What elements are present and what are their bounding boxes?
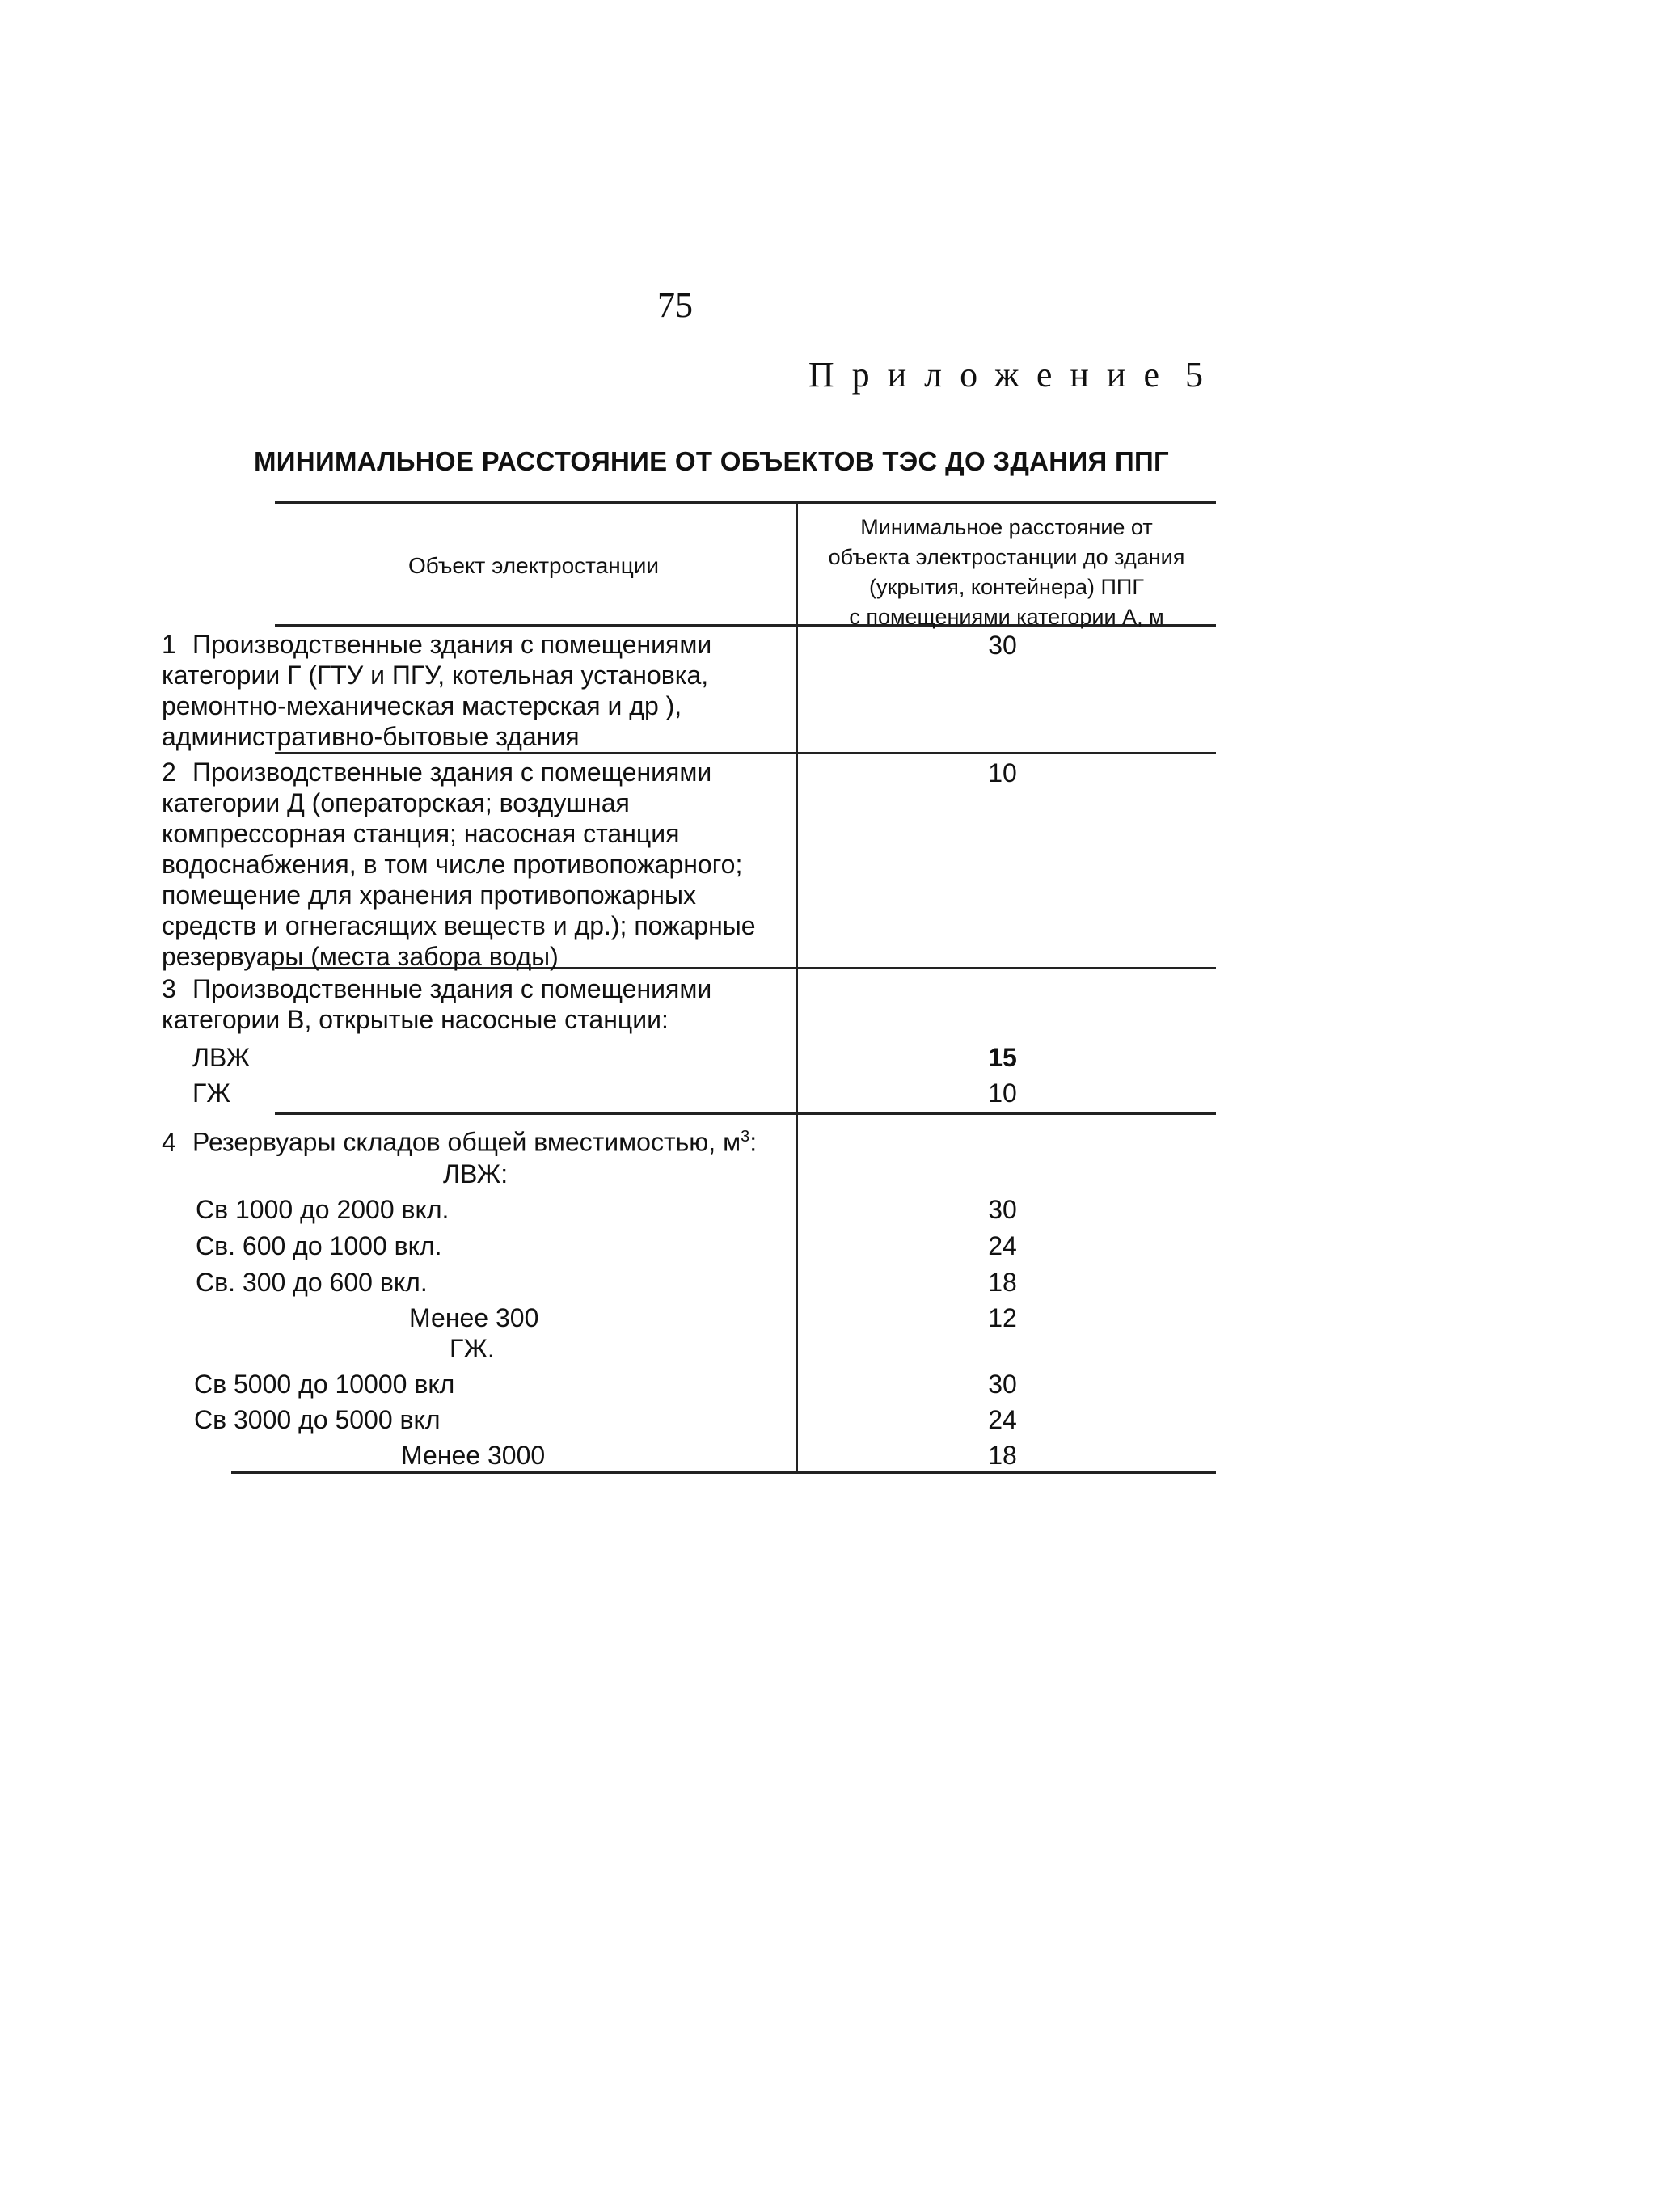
row-line: категории Д (операторская; воздушная (162, 788, 630, 817)
row2-value: 10 (988, 758, 1017, 787)
document-title: МИНИМАЛЬНОЕ РАССТОЯНИЕ ОТ ОБЪЕКТОВ ТЭС ДО ЗДАНИЯ ППГ (254, 446, 1169, 476)
header-line: объекта электростанции до здания (828, 545, 1185, 569)
capacity-row-value: 24 (988, 1405, 1017, 1434)
capacity-row-label: Менее 300 (409, 1303, 539, 1332)
capacity-row-label: Св 5000 до 10000 вкл (194, 1370, 455, 1399)
table-top-rule (275, 501, 1216, 504)
row3-sub-value-gzh: 10 (988, 1079, 1017, 1108)
row3-sub-label-gzh: ГЖ (192, 1079, 230, 1108)
column-header-distance (800, 513, 1213, 632)
header-line: Минимальное расстояние от (860, 515, 1153, 539)
row-line: 2 Производственные здания с помещениями (162, 758, 712, 787)
row-line: 1 Производственные здания с помещениями (162, 630, 712, 659)
row1-value: 30 (988, 631, 1017, 660)
row-number: 2 (162, 758, 176, 787)
column-divider (796, 501, 798, 1473)
capacity-row-label: Св 3000 до 5000 вкл (194, 1405, 441, 1434)
column-header-object: Объект электростанции (407, 553, 660, 578)
capacity-row-value: 18 (988, 1268, 1017, 1297)
appendix-heading (808, 354, 1203, 395)
row3-sub-value-lvzh: 15 (988, 1043, 1017, 1072)
capacity-row-value: 12 (988, 1303, 1017, 1332)
row-line: средств и огнегасящих веществ и др.); пожарные (162, 911, 756, 940)
capacity-row-label: Св. 600 до 1000 вкл. (196, 1231, 442, 1260)
row1-bottom-rule (275, 752, 1216, 754)
superscript: 3 (741, 1128, 750, 1146)
header-line: (укрытия, контейнера) ППГ (869, 575, 1144, 599)
row1-text (162, 629, 792, 752)
row-line: ремонтно-механическая мастерская и др ), (162, 691, 682, 720)
row4-text: 4 Резервуары складов общей вместимостью, $м^3$: (162, 1119, 757, 1160)
page-number: 75 (657, 285, 693, 325)
row-line: водоснабжения, в том числе противопожарного; (162, 850, 743, 879)
row-line: 3 Производственные здания с помещениями (162, 974, 712, 1003)
row-line: компрессорная станция; насосная станция (162, 819, 680, 848)
row3-bottom-rule (275, 1112, 1216, 1115)
appendix-label: Приложение (808, 355, 1177, 395)
header-line: с помещениями категории А, м (849, 605, 1164, 629)
capacity-row-label: Св 1000 до 2000 вкл. (196, 1195, 450, 1224)
capacity-row-label: Св. 300 до 600 вкл. (196, 1268, 428, 1297)
capacity-row-value: 24 (988, 1231, 1017, 1260)
appendix-number: 5 (1185, 355, 1203, 395)
group-label-lvzh: ЛВЖ: (443, 1159, 509, 1188)
row-line: помещение для хранения противопожарных (162, 880, 696, 910)
row3-sub-label-lvzh: ЛВЖ (192, 1043, 251, 1072)
row-line: резервуары (места забора воды) (162, 942, 559, 971)
row-number: 4 (162, 1127, 176, 1157)
row-line: категории Г (ГТУ и ПГУ, котельная установка, (162, 661, 709, 690)
capacity-row-label: Менее 3000 (401, 1441, 546, 1470)
capacity-row-value: 30 (988, 1195, 1017, 1224)
row-line: административно-бытовые здания (162, 722, 580, 751)
row-number: 3 (162, 974, 176, 1003)
group-label-gzh: ГЖ. (450, 1334, 495, 1363)
row2-text (162, 757, 792, 972)
capacity-row-value: 30 (988, 1370, 1017, 1399)
row-line: категории В, открытые насосные станции: (162, 1005, 669, 1034)
row3-text (162, 973, 792, 1035)
capacity-row-value: 18 (988, 1441, 1017, 1470)
row-number: 1 (162, 630, 176, 659)
